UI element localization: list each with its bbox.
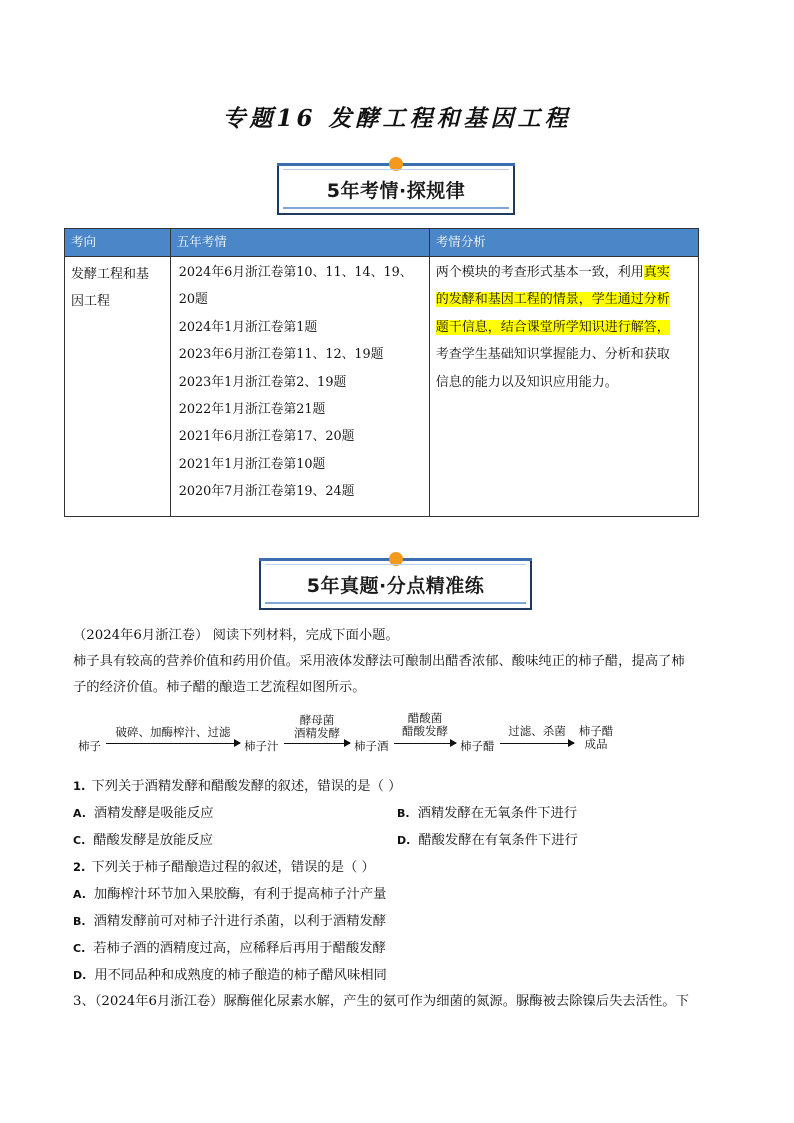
option-text: 酒精发酵是吸能反应 [93, 806, 214, 821]
flow-arrow-label: 过滤、杀菌 [508, 724, 566, 738]
option-text: 若柿子酒的酒精度过高，应稀释后再用于醋酸发酵 [93, 941, 386, 956]
flow-node-product: 成品 [584, 737, 608, 751]
option-text: 醋酸发酵在有氧条件下进行 [418, 833, 578, 848]
year-line: 2023年6月浙江卷第11、12、19题 [178, 347, 384, 363]
option-key: A. [73, 807, 86, 820]
year-line: 2021年6月浙江卷第17、20题 [178, 429, 355, 445]
table-row [65, 257, 699, 517]
table-header-row [65, 229, 699, 257]
option-a[interactable] [73, 802, 214, 821]
flow-arrow-label: 酒精发酵 [294, 726, 340, 740]
analysis-line [436, 259, 694, 286]
analysis-text: 两个模块的考查形式基本一致，利用 [435, 265, 644, 280]
banner-inner-line [265, 564, 526, 565]
option-b[interactable] [397, 802, 577, 821]
analysis-cell [429, 257, 698, 517]
question-1 [73, 775, 401, 794]
option-d[interactable] [73, 964, 387, 983]
option-key: D. [73, 969, 87, 982]
option-text: 醋酸发酵是放能反应 [93, 833, 213, 848]
topic-line: 发酵工程和基 [71, 267, 150, 282]
section-banner-practice [259, 558, 532, 610]
question-stem: 下列关于柿子醋酿造过程的叙述，错误的是（ ） [91, 860, 375, 875]
arrow-icon [394, 743, 456, 744]
flow-arrow-label: 醋酸菌 [407, 711, 443, 725]
question-stem: 下列关于酒精发酵和醋酸发酵的叙述，错误的是（ ） [91, 779, 402, 794]
analysis-line: 考查学生基础知识掌握能力、分析和获取 [435, 347, 670, 363]
banner-underline [283, 207, 509, 209]
years-cell [170, 257, 429, 517]
arrow-icon [106, 743, 240, 744]
flow-arrow-label: 破碎、加酶榨汁、过滤 [115, 725, 231, 739]
banner-underline [265, 602, 526, 604]
flow-node-wine: 柿子酒 [354, 739, 389, 753]
banner-inner-line [283, 169, 509, 170]
spacer [436, 396, 694, 516]
year-line: 2024年6月浙江卷第10、11、14、19、 [178, 265, 413, 280]
option-text: 用不同品种和成熟度的柿子酿造的柿子醋风味相同 [94, 968, 387, 983]
flow-arrow-label: 醋酸发酵 [402, 724, 448, 738]
year-line: 2023年1月浙江卷第2、19题 [178, 374, 347, 390]
highlight-text: 真实 [643, 265, 670, 280]
year-line: 2024年1月浙江卷第1题 [178, 319, 318, 335]
option-key: C. [73, 834, 86, 847]
question-number: 2. [73, 860, 86, 874]
option-key: A. [73, 888, 86, 901]
option-key: D. [397, 834, 411, 847]
intro-line: （2024年6月浙江卷） 阅读下列材料，完成下面小题。 [73, 628, 399, 643]
flow-arrow-label: 酵母菌 [299, 713, 335, 727]
topic-cell [65, 257, 171, 517]
process-flow-diagram [78, 710, 738, 760]
flow-node-juice: 柿子汁 [244, 739, 279, 753]
banner-text: 5年真题·分点精准练 [306, 574, 485, 597]
option-c[interactable] [73, 829, 213, 848]
section-banner-trends [277, 163, 515, 215]
flow-node-vinegar: 柿子醋 [460, 739, 495, 753]
option-c[interactable] [73, 937, 386, 956]
option-key: B. [73, 915, 86, 928]
year-line: 2022年1月浙江卷第21题 [178, 402, 326, 418]
banner-text: 5年考情·探规律 [326, 179, 466, 202]
highlight-text: 题干信息，结合课堂所学知识进行解答， [435, 319, 670, 335]
option-text: 酒精发酵前可对柿子汁进行杀菌，以利于酒精发酵 [93, 914, 387, 929]
page-title: 专题16 发酵工程和基因工程 [222, 105, 572, 132]
header-years: 五年考情 [170, 229, 429, 257]
question-2 [73, 856, 375, 875]
option-text: 酒精发酵在无氧条件下进行 [417, 806, 578, 821]
arrow-icon [284, 743, 350, 744]
exam-analysis-table [64, 228, 699, 517]
flow-node-persimmon: 柿子 [78, 739, 101, 753]
intro-line: 子的经济价值。柿子醋的酿造工艺流程如图所示。 [73, 680, 366, 695]
question-3: 3、（2024年6月浙江卷）脲酶催化尿素水解，产生的氨可作为细菌的氮源。脲酶被去除镍后失去活性。下 [73, 994, 689, 1009]
option-d[interactable] [397, 829, 578, 848]
header-topic: 考向 [65, 229, 171, 257]
year-line: 20题 [178, 292, 208, 308]
option-a[interactable] [73, 883, 386, 902]
option-text: 加酶榨汁环节加入果胶酶，有利于提高柿子汁产量 [93, 887, 387, 902]
year-line: 2020年7月浙江卷第19、24题 [178, 484, 355, 500]
analysis-line: 信息的能力以及知识应用能力。 [435, 374, 618, 390]
flow-node-product: 柿子醋 [578, 724, 614, 738]
year-line: 2021年1月浙江卷第10题 [178, 456, 326, 472]
option-key: C. [73, 942, 86, 955]
analysis-line [436, 314, 694, 341]
arrow-icon [500, 743, 574, 744]
topic-line: 因工程 [71, 294, 111, 309]
intro-line: 柿子具有较高的营养价值和药用价值。采用液体发酵法可酿制出醋香浓郁、酸味纯正的柿子醋，提高了柿 [73, 654, 685, 669]
highlight-text: 的发酵和基因工程的情景，学生通过分析 [435, 292, 670, 308]
header-analysis: 考情分析 [429, 229, 698, 257]
option-key: B. [397, 807, 410, 820]
question-number: 1. [73, 779, 86, 793]
option-b[interactable] [73, 910, 386, 929]
analysis-line [436, 286, 694, 313]
